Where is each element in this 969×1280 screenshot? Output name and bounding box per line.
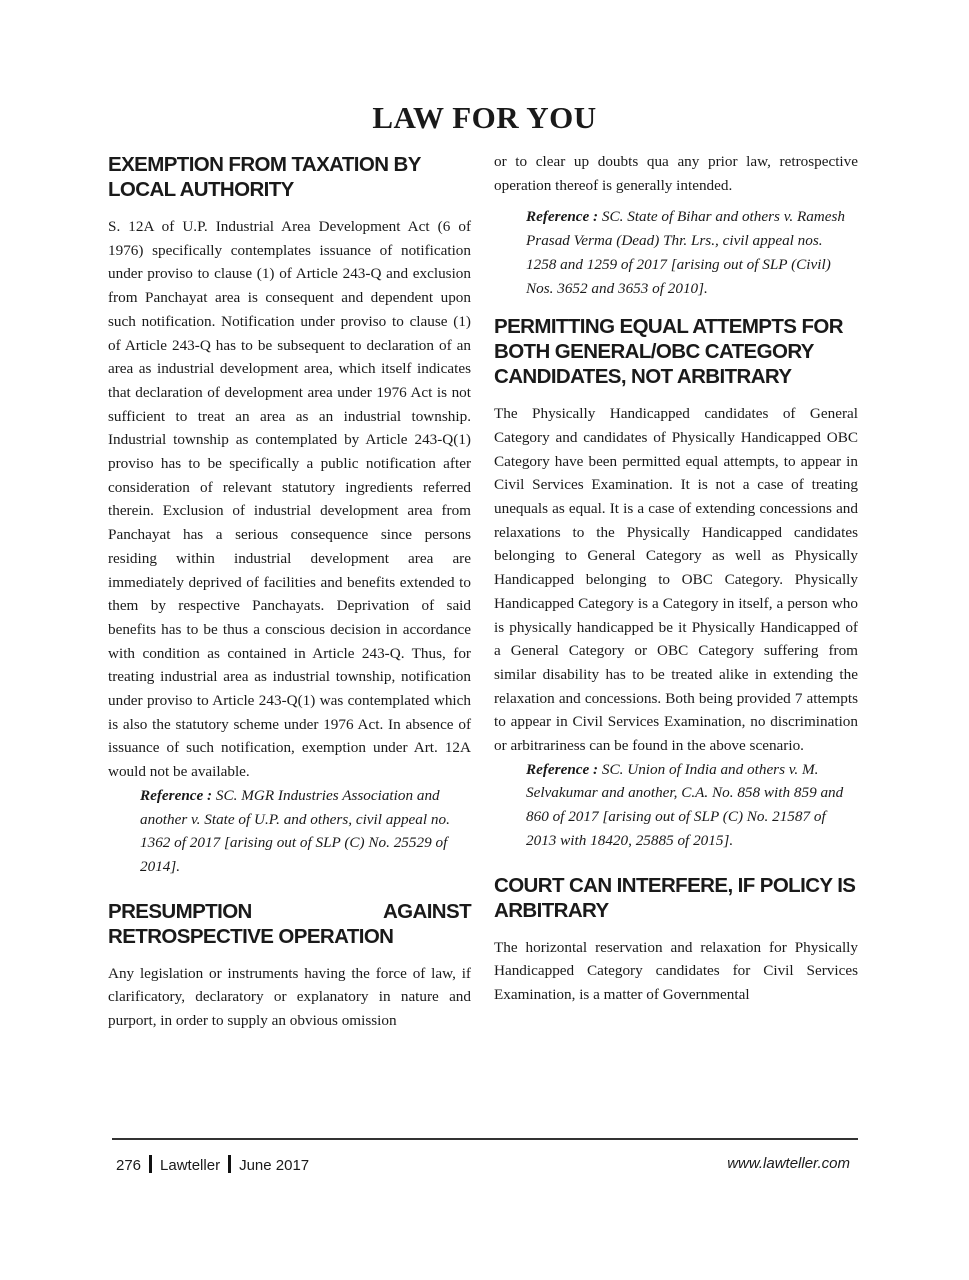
section-heading-policy: COURT CAN INTERFERE, IF POLICY IS ARBITRARY <box>494 873 856 922</box>
section-body-retrospective-cont: or to clear up doubts qua any prior law, retrospective operation thereof is generally intended. <box>494 153 858 194</box>
section-body-equal-attempts: The Physically Handicapped candidates of General Category and candidates of Physically Handicapped OBC Category have been permitted equal attempts, to appear in Civil Services Examination. It is not a case of treating unequals as equal. It is a case of extending concessions and relaxations to the Physically Handicapped candidates belonging to General Category as well as Physically Handicapped belonging to OBC Category. Physically Handicapped Category is a Category in itself, a person who is physically handicapped be it Physically Handicapped of a General Category or OBC Category suffering from similar disability has to be treated alike in extending the relaxation and concessions. Both being provided 7 attempts to appear in Civil Services Examination, no discrimination or arbitrariness can be found in the above scenario. <box>494 405 858 755</box>
reference-text: SC. Union of India and others v. M. Selvakumar and another, C.A. No. 858 with 859 and 860 of 2017 [arising out of SLP (C) No. 21587 of 2013 with 18420, 25885 of 2015]. <box>526 760 844 849</box>
reference-exemption <box>140 784 467 879</box>
reference-label: Reference : <box>526 760 599 778</box>
reference-equal-attempts <box>526 758 854 853</box>
reference-retrospective <box>526 205 854 300</box>
section-heading-exemption: EXEMPTION FROM TAXATION BY LOCAL AUTHORITY <box>108 153 421 201</box>
reference-text: SC. State of Bihar and others v. Ramesh Prasad Verma (Dead) Thr. Lrs., civil appeal nos. 1258 and 1259 of 2017 [arising out of SLP (Civil) Nos. 3652 and 3653 of 2010]. <box>526 208 846 297</box>
section-body-retrospective: Any legislation or instruments having the force of law, if clarificatory, declaratory or explanatory in nature and purport, in order to supply an obvious omission <box>108 964 471 1030</box>
left-column <box>108 152 471 1033</box>
reference-label: Reference : <box>140 786 213 804</box>
reference-text: SC. MGR Industries Association and another v. State of U.P. and others, civil appeal no. 1362 of 2017 [arising out of SLP (C) No. 25529 of 2014]. <box>140 786 450 875</box>
page-title: LAW FOR YOU <box>372 100 597 135</box>
reference-label: Reference : <box>526 208 599 226</box>
section-heading-equal-attempts: PERMITTING EQUAL ATTEMPTS FOR BOTH GENERAL/OBC CATEGORY CANDIDATES, NOT ARBITRARY <box>494 315 843 389</box>
right-column <box>494 152 858 1007</box>
issue-date: June 2017 <box>239 1157 310 1174</box>
footer-divider <box>149 1155 152 1173</box>
footer-rule <box>112 1138 858 1140</box>
page-footer <box>116 1153 856 1177</box>
publication-name: Lawteller <box>160 1157 221 1174</box>
section-body-exemption: S. 12A of U.P. Industrial Area Development Act (6 of 1976) specifically contemplates issuance of notification under proviso to clause (1) of Article 243-Q and exclusion from Panchayat area is consequent and dependent upon such notification. Notification under proviso to clause (1) of Article 243-Q has to be subsequent to declaration of an area as industrial development area, which itself indicates that declaration of development area under 1976 Act is not sufficient to treat an area as an industrial township. Industrial township as contemplated by Article 243-Q(1) proviso has to be specifically a public notification after consideration of relevant statutory ingredients referred therein. Exclusion of industrial development area from Panchayat has a serious consequence since persons residing within industrial development area are immediately deprived of facilities and benefits extended to them by respective Panchayats. Deprivation of said benefits has to be thus a conscious decision in accordance with condition as contained in Article 243-Q. Thus, for treating industrial area as industrial township, notification under proviso to Article 243-Q(1) was contemplated which is also the statutory scheme under 1976 Act. In absence of issuance of such notification, exemption under Art. 12A would not be available. <box>108 218 471 781</box>
page-number: 276 <box>116 1157 142 1174</box>
footer-divider <box>228 1155 231 1173</box>
section-heading-retrospective: PRESUMPTION AGAINST RETROSPECTIVE OPERATION <box>108 899 471 948</box>
website-link[interactable]: www.lawteller.com <box>727 1155 850 1172</box>
section-body-policy: The horizontal reservation and relaxation for Physically Handicapped Category candidates for Civil Services Examination, is a matter of Governmental <box>494 938 858 1003</box>
